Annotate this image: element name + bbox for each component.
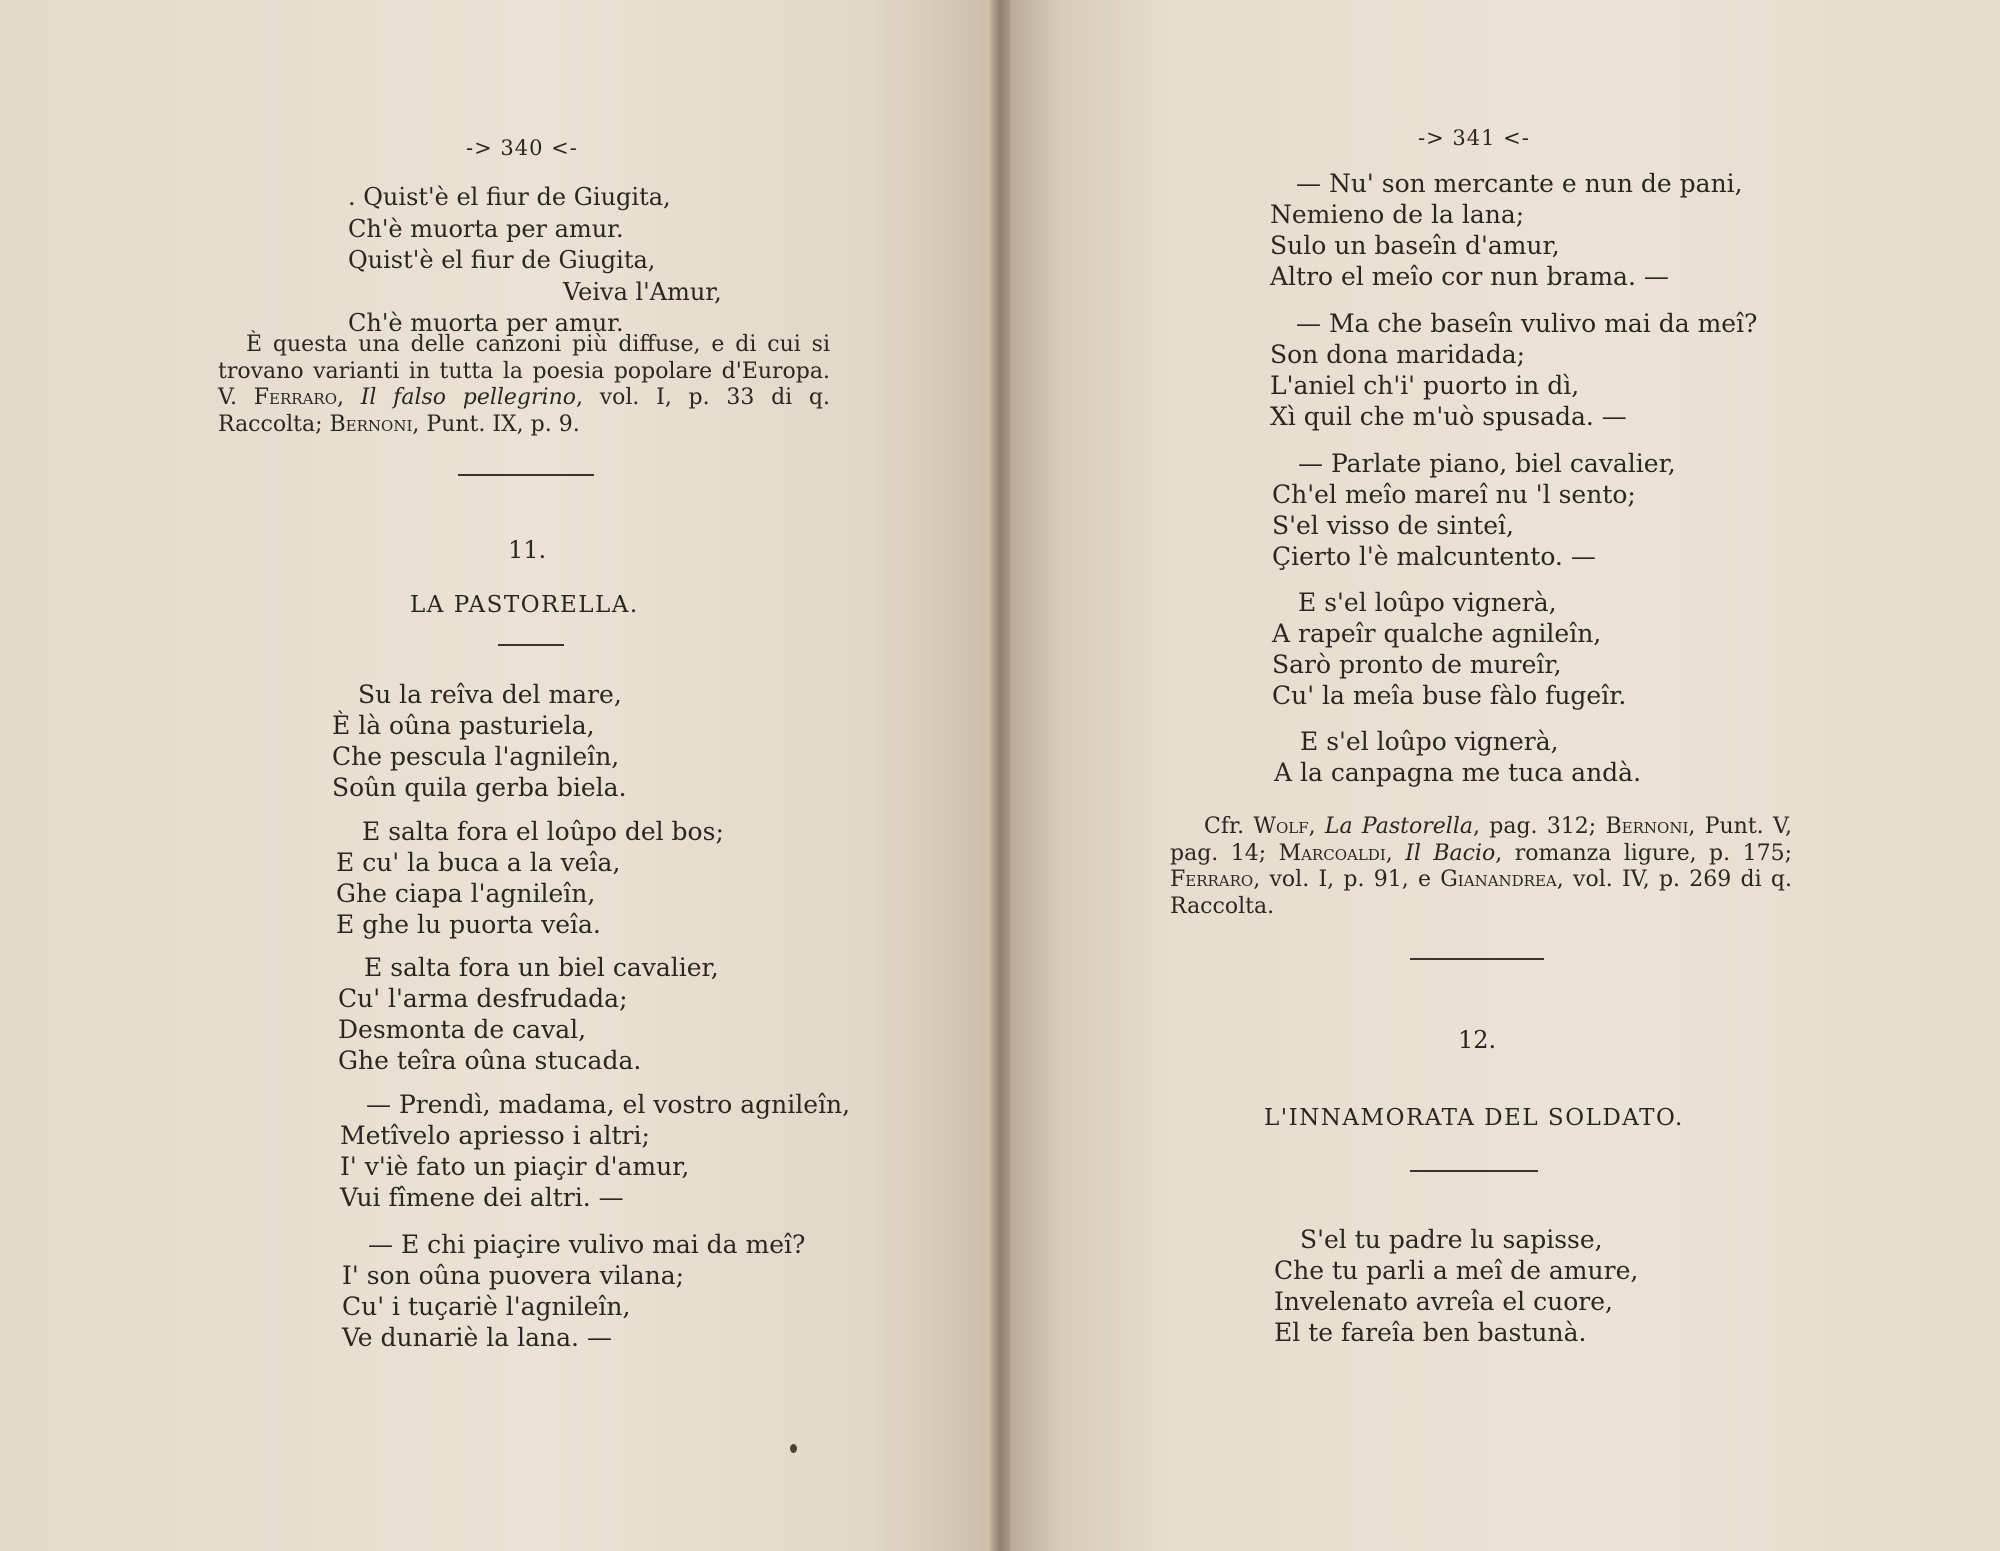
verse-line: Cu' l'arma desfrudada; bbox=[338, 984, 628, 1013]
title-rule bbox=[498, 644, 564, 646]
verse-line: — Prendì, madama, el vostro agnileîn, bbox=[366, 1090, 851, 1119]
verse-line: Ghe teîra oûna stucada. bbox=[338, 1046, 642, 1075]
left-page bbox=[0, 0, 990, 1551]
verse-line: Invelenato avreîa el cuore, bbox=[1274, 1287, 1613, 1316]
verse-line: I' v'iè fato un piaçir d'amur, bbox=[340, 1152, 690, 1181]
verse-line: Ch'è muorta per amur. bbox=[348, 214, 624, 243]
stanza bbox=[1270, 168, 1743, 292]
section-title: LA PASTORELLA. bbox=[410, 592, 639, 618]
section-number: 12. bbox=[1458, 1026, 1497, 1054]
verse-line: Çierto l'è malcuntento. — bbox=[1272, 542, 1596, 571]
verse-line: Che pescula l'agnileîn, bbox=[332, 742, 620, 771]
verse-line: E s'el loûpo vignerà, bbox=[1300, 727, 1559, 756]
verse-line: Altro el meîo cor nun brama. — bbox=[1270, 262, 1669, 291]
verse-line: Xì quil che m'uò spusada. — bbox=[1270, 402, 1627, 431]
verse-line: Veiva l'Amur, bbox=[563, 277, 722, 306]
verse-line: Su la reîva del mare, bbox=[358, 680, 622, 709]
verse-line: Nemieno de la lana; bbox=[1270, 200, 1525, 229]
verse-line: Che tu parli a meî de amure, bbox=[1274, 1256, 1639, 1285]
author-name: Bernoni bbox=[1605, 814, 1689, 839]
verse-line: Son dona maridada; bbox=[1270, 340, 1526, 369]
author-name: Gianandrea bbox=[1440, 867, 1557, 892]
section-divider bbox=[1410, 958, 1544, 960]
verse-line: S'el visso de sinteî, bbox=[1272, 511, 1514, 540]
stanza bbox=[1270, 308, 1757, 432]
section-number: 11. bbox=[508, 536, 547, 564]
verse-line: Ghe ciapa l'agnileîn, bbox=[336, 879, 596, 908]
verse-line: Ve dunariè la lana. — bbox=[342, 1323, 612, 1352]
book-gutter bbox=[990, 0, 1010, 1551]
commentary-note: È questa una delle canzoni più diffuse, e di cui si trovano varianti in tutta la poesia popolare d'Europa. V. Ferraro, Il falso pellegrino, vol. I, p. 33 di q. Raccolta; Bernoni, Punt. IX, p. 9. bbox=[218, 332, 831, 437]
stanza bbox=[1274, 726, 1641, 788]
work-title: La Pastorella bbox=[1324, 814, 1473, 839]
stanza bbox=[338, 952, 719, 1076]
stanza bbox=[1272, 448, 1676, 572]
ink-fleck bbox=[790, 1444, 797, 1453]
stanza bbox=[332, 679, 627, 803]
verse-line: Vui fîmene dei altri. — bbox=[340, 1183, 624, 1212]
stanza bbox=[336, 816, 724, 940]
verse-line: E salta fora un biel cavalier, bbox=[364, 953, 719, 982]
stanza bbox=[340, 1089, 850, 1213]
verse-line: Metîvelo apriesso i altri; bbox=[340, 1121, 650, 1150]
verse-line: A rapeîr qualche agnileîn, bbox=[1272, 619, 1602, 648]
stanza bbox=[1274, 1224, 1638, 1348]
author-name: Marcoaldi bbox=[1278, 840, 1386, 866]
verse-line: Quist'è el fiur de Giugita, bbox=[348, 246, 656, 274]
verse-line: E s'el loûpo vignerà, bbox=[1298, 588, 1557, 617]
verse-line: Cu' i tuçariè l'agnileîn, bbox=[342, 1292, 631, 1321]
verse-line: I' son oûna puovera vilana; bbox=[342, 1261, 685, 1290]
author-name: Ferraro bbox=[1170, 867, 1254, 892]
verse-line: Soûn quila gerba biela. bbox=[332, 773, 627, 802]
verse-line: S'el tu padre lu sapisse, bbox=[1300, 1225, 1603, 1254]
verse-line: El te fareîa ben bastunà. bbox=[1274, 1318, 1587, 1347]
author-name: Ferraro bbox=[253, 385, 337, 410]
work-title: Il falso pellegrino bbox=[360, 385, 576, 410]
verse-line: Ch'el meîo mareî nu 'l sento; bbox=[1272, 480, 1636, 509]
verse-line: . Quist'è el fiur de Giugita, bbox=[348, 183, 671, 211]
title-rule bbox=[1410, 1170, 1538, 1172]
author-name: Wolf bbox=[1253, 814, 1309, 839]
commentary-note: Cfr. Wolf, La Pastorella, pag. 312; Bernoni, Punt. V, pag. 14; Marcoaldi, Il Bacio, romanza ligure, p. 175; Ferraro, vol. I, p. 91, e Gianandrea, vol. IV, p. 269 di q. Raccolta. bbox=[1170, 814, 1792, 919]
verse-line: È là oûna pasturiela, bbox=[332, 711, 595, 740]
verse-line: — Nu' son mercante e nun de pani, bbox=[1296, 169, 1743, 198]
page-number: -> 341 <- bbox=[1418, 126, 1530, 150]
verse-line: Desmonta de caval, bbox=[338, 1015, 587, 1044]
verse-line: Cu' la meîa buse fàlo fugeîr. bbox=[1272, 681, 1627, 710]
verse-line: L'aniel ch'i' puorto in dì, bbox=[1270, 371, 1580, 400]
section-title: L'INNAMORATA DEL SOLDATO. bbox=[1264, 1105, 1684, 1131]
verse-top bbox=[348, 182, 722, 340]
work-title: Il Bacio bbox=[1405, 840, 1496, 866]
verse-line: E salta fora el loûpo del bos; bbox=[362, 817, 724, 846]
section-divider bbox=[458, 474, 594, 476]
stanza bbox=[1272, 587, 1626, 711]
verse-line: Sarò pronto de mureîr, bbox=[1272, 650, 1562, 679]
right-page bbox=[1010, 0, 2000, 1551]
page-number: -> 340 <- bbox=[466, 136, 578, 160]
verse-line: — Ma che baseîn vulivo mai da meî? bbox=[1296, 309, 1758, 338]
stanza bbox=[342, 1229, 805, 1353]
verse-line: E ghe lu puorta veîa. bbox=[336, 910, 601, 939]
verse-line: Sulo un baseîn d'amur, bbox=[1270, 231, 1560, 260]
author-name: Bernoni bbox=[329, 411, 413, 437]
verse-line: E cu' la buca a la veîa, bbox=[336, 848, 621, 877]
verse-line: A la canpagna me tuca andà. bbox=[1274, 758, 1642, 787]
verse-line: — E chi piaçire vulivo mai da meî? bbox=[368, 1230, 806, 1259]
verse-line: Ch'è muorta per amur. bbox=[348, 309, 624, 337]
verse-line: — Parlate piano, biel cavalier, bbox=[1298, 449, 1676, 478]
